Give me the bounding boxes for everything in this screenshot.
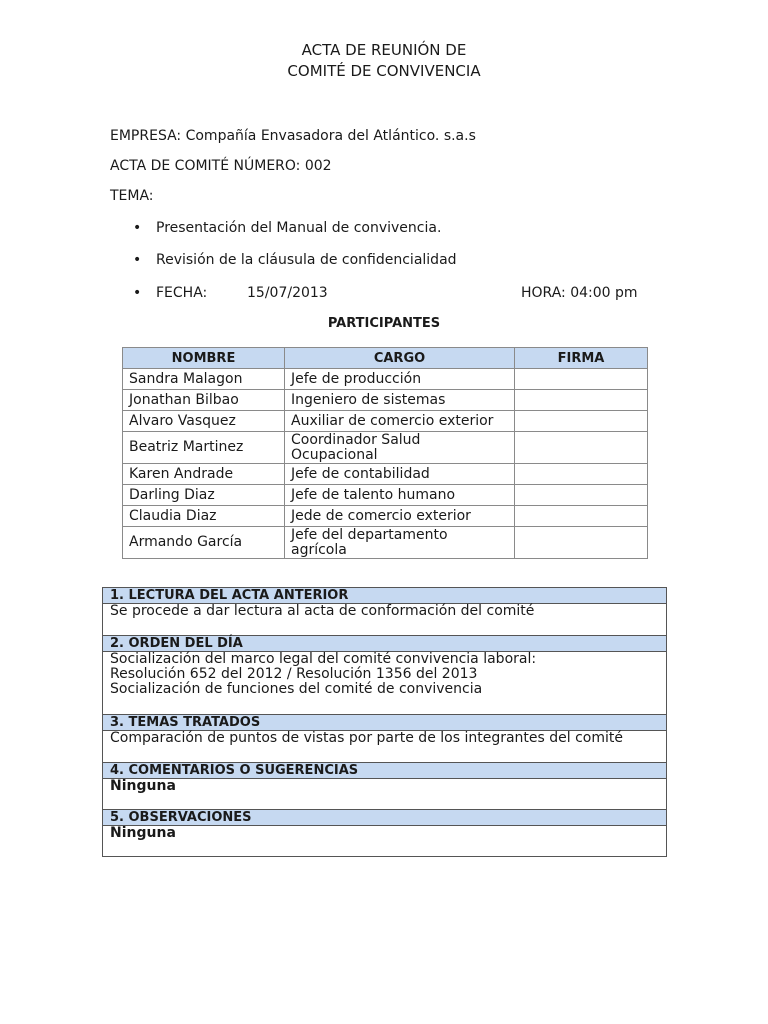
column-header-cargo: CARGO [285, 348, 515, 369]
sections-table [102, 587, 667, 857]
table-row [123, 485, 648, 506]
cell-cargo [285, 432, 515, 464]
table-row [123, 390, 648, 411]
table-row [123, 369, 648, 390]
cargo-line: Coordinador Salud [291, 431, 421, 448]
section-body-observaciones [103, 826, 667, 857]
table-row [123, 464, 648, 485]
bullet-icon: • [133, 220, 142, 236]
section-line: Resolución 652 del 2012 / Resolución 1356 del 2013 [110, 666, 478, 682]
section-line: Socialización del marco legal del comité convivencia laboral: [110, 651, 537, 667]
cell-nombre: Sandra Malagon [123, 369, 285, 390]
bullet-text: Revisión de la cláusula de confidencialidad [156, 252, 457, 268]
table-row [123, 432, 648, 464]
cargo-line: Jefe del departamento [291, 526, 448, 543]
cell-firma [515, 527, 648, 559]
section-heading-observaciones: 5. OBSERVACIONES [103, 810, 667, 826]
document-title-line2: COMITÉ DE CONVIVENCIA [287, 62, 481, 80]
cell-nombre: Karen Andrade [123, 464, 285, 485]
fecha-value: 15/07/2013 [247, 285, 328, 301]
cell-cargo: Jefe de producción [285, 369, 515, 390]
cell-cargo: Jefe de contabilidad [285, 464, 515, 485]
section-body-lectura [103, 604, 667, 636]
section-line: Socialización de funciones del comité de convivencia [110, 681, 483, 697]
cell-cargo [285, 527, 515, 559]
cargo-line: agrícola [291, 541, 347, 558]
cell-cargo: Jede de comercio exterior [285, 506, 515, 527]
cell-nombre: Alvaro Vasquez [123, 411, 285, 432]
cell-firma [515, 390, 648, 411]
section-heading-temas: 3. TEMAS TRATADOS [103, 715, 667, 731]
section-body-orden [103, 652, 667, 715]
section-heading-comentarios: 4. COMENTARIOS O SUGERENCIAS [103, 763, 667, 779]
section-line: Se procede a dar lectura al acta de conformación del comité [110, 603, 535, 619]
table-row [123, 411, 648, 432]
cell-nombre: Claudia Diaz [123, 506, 285, 527]
acta-numero-line: ACTA DE COMITÉ NÚMERO: 002 [110, 158, 332, 174]
cell-firma [515, 464, 648, 485]
column-header-firma: FIRMA [515, 348, 648, 369]
tema-label: TEMA: [110, 188, 154, 204]
cell-nombre: Beatriz Martinez [123, 432, 285, 464]
participants-table [122, 347, 648, 559]
cell-firma [515, 411, 648, 432]
bullet-text: Presentación del Manual de convivencia. [156, 220, 442, 236]
cargo-line: Ocupacional [291, 446, 378, 463]
section-line: Comparación de puntos de vistas por parte de los integrantes del comité [110, 730, 623, 746]
table-header-row [123, 348, 648, 369]
section-body-comentarios [103, 779, 667, 810]
table-row [123, 527, 648, 559]
cell-firma [515, 506, 648, 527]
cell-cargo: Ingeniero de sistemas [285, 390, 515, 411]
table-row [123, 506, 648, 527]
section-line: Ninguna [110, 825, 176, 841]
bullet-icon: • [133, 252, 142, 268]
section-line: Ninguna [110, 778, 176, 794]
fecha-label: FECHA: [156, 285, 208, 301]
cell-nombre: Darling Diaz [123, 485, 285, 506]
cell-nombre: Armando García [123, 527, 285, 559]
column-header-nombre: NOMBRE [123, 348, 285, 369]
cell-cargo: Jefe de talento humano [285, 485, 515, 506]
cell-firma [515, 432, 648, 464]
section-heading-orden: 2. ORDEN DEL DÍA [103, 636, 667, 652]
section-body-temas [103, 731, 667, 763]
cell-cargo: Auxiliar de comercio exterior [285, 411, 515, 432]
document-title-line1: ACTA DE REUNIÓN DE [301, 41, 467, 59]
empresa-line: EMPRESA: Compañía Envasadora del Atlántico. s.a.s [110, 128, 476, 144]
hora-value: HORA: 04:00 pm [521, 285, 638, 301]
section-heading-lectura: 1. LECTURA DEL ACTA ANTERIOR [103, 588, 667, 604]
cell-nombre: Jonathan Bilbao [123, 390, 285, 411]
cell-firma [515, 369, 648, 390]
bullet-icon: • [133, 285, 142, 301]
participants-heading: PARTICIPANTES [327, 316, 441, 331]
cell-firma [515, 485, 648, 506]
